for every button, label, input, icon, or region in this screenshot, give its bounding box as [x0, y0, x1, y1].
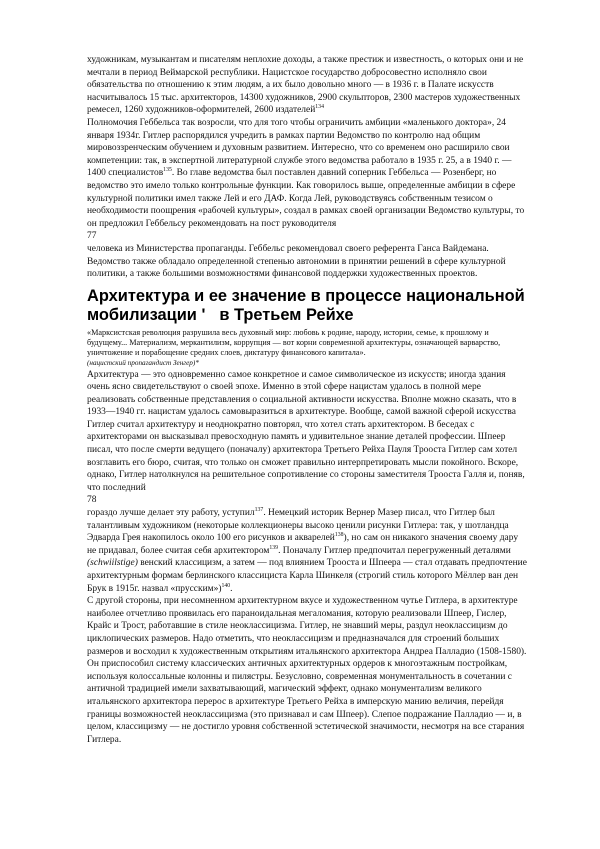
document-page [87, 54, 527, 746]
paragraph-art-chamber: художникам, музыкантам и писателям неплохие доходы, а также престиж и известность, о которых они и не мечтали в период Веймарской республики. Нацистское государство добросовестно исполняло свои обязательства по отношению к этим людям, а их было довольно много — в 1936 г. в Палате искусств насчитывалось 15 тыс. архитекторов, 14300 художников, 2900 скульпторов, 2300 мастеров художественных ремесел, 1260 художников-оформителей, 2600 издателей$^{134}$ [87, 55, 524, 116]
italic-term: (schwiilstige) [87, 558, 138, 569]
section-heading: Архитектура и ее значение в процессе национальной мобилизации ' в Третьем Рейхе [87, 286, 525, 324]
paragraph-architecture: Архитектура — это одновременно самое конкретное и самое символическое из искусств; иногда здания очень ясно свидетельствуют о своей эпохе. Именно в этой сфере нацистам удалось в полной мере реализовать собственные представления о социальной активности искусства. Вполне можно сказать, что в 1933—1940 гг. нацистам удалось самовыразиться в архитектуре. Вообще, самой важной сферой искусства Гитлер считал архитектуру и неоднократно повторял, что хотел стать архитектором. В беседах с архитекторами он высказывал превосходную память и удивительное знание деталей профессии. Шпеер писал, что после смерти ведущего (поначалу) архитектора Третьего Рейха Пауля Трооста Гитлер сам хотел возглавить его бюро, считая, что только он сможет правильно интерпретировать мысли покойного. Вскоре, однако, Гитлер натолкнулся на решительное сопротивление со стороны заместителя Трооста Галля и, поняв, что последний [87, 369, 525, 493]
footnote-ref[interactable]: 134 [315, 104, 324, 111]
paragraph-weidemann: человека из Министерства пропаганды. Геббельс рекомендовал своего референта Ганса Вайдемана. Ведомство также обладало определенной степенью автономии в принятии решений в сфере культурной политики, а также большими возможностями финансовой поддержки художественных проектов. [87, 243, 506, 280]
paragraph-neoclassicism: С другой стороны, при несомненном архитектурном вкусе и художественном чутье Гитлера, в архитектуре наиболее отчетливо проявилась его параноидальная мегаломания, которую реализовали Шпеер, Гислер, Крайс и Трост, работавшие в стиле неоклассицизма. Гитлер, не знавший меры, раздул неоклассицизм до циклопических размеров. Надо отметить, что неоклассицизм и предназначался для строений больших размеров и восходил к художественным открытиям итальянского архитектора Андреа Палладио (1508-1580). Он приспособил систему классических античных архитектурных ордеров к многоэтажным постройкам, используя колоссальные колонны и пилястры. Безусловно, современная монументальность в сочетании с античной традицией имели захватывающий, магический эффект, однако монументализм великого итальянского архитектора перерос в архитектуре Третьего Рейха в имперскую манию величия, перейдя границы возможностей неоклассицизма (это признавал и сам Шпеер). Слепое подражание Палладио — и, в целом, классицизму — не достигло уровня собственной эстетической значимости, несмотря на все старания Гитлера. [87, 596, 527, 745]
footnote-ref[interactable]: 137 [254, 507, 264, 514]
quote-source: (нацистский пропагандист Зенгер)* [87, 359, 199, 368]
footnote-ref[interactable]: 138 [334, 532, 344, 539]
page-number: 78 [87, 495, 97, 506]
paragraph-goebbels-powers: Полномочия Геббельса так возросли, что для того чтобы ограничить амбиции «маленького доктора», 24 января 1934г. Гитлер распорядился учредить в рамках партии Ведомство по контролю над общим мировоззренческим обучением и духовным развитием. Интересно, что со временем оно расширило свои компетенции: так, в экспертной литературной службе этого ведомства работало в 1935 г. 25, а в 1940 г. — 1400 специалистов$^{135}$. Во главе ведомства был поставлен давний соперник Геббельса — Розенберг, но ведомство это имело только контрольные функции. Как говорилось выше, определенные амбиции в сфере культурной политики имел также Лей и его ДАФ. Когда Лей, руководствуясь собственным тезисом о необходимости поощрения «рабочей культуры», создал в рамках своей организации Ведомство культуры, то он предложил Геббельсу рекомендовать на пост руководителя [87, 117, 525, 229]
footnote-ref[interactable]: 135 [163, 167, 172, 174]
footnote-ref[interactable]: 139 [269, 544, 279, 551]
page-number: 77 [87, 231, 97, 242]
footnote-ref[interactable]: 140 [221, 582, 231, 589]
epigraph-quote: «Марксистская революция разрушила весь духовный мир: любовь к родине, народу, истории, семье, к прошлому и будущему... Материализм, меркантилизм, коррупция — вот корни современной архитектуры, означающей варварство, уничтожение и порабощение средних слоев, диктатуру финансового капитала». (нацистский пропагандист Зенгер)* [87, 327, 501, 368]
paragraph-hitler-artist: гораздо лучше делает эту работу, уступил$^{137}$. Немецкий историк Вернер Мазер писал, что Гитлер был талантливым художником (некоторые коллекционеры высоко ценили рисунки Гитлера: так, у шотландца Эдварда Грея накопилось около 100 его рисунков и акварелей$^{138}$), но сам он никакого значения своему дару не придавал, более считая себя архитектором$^{139}$. Поначалу Гитлер предпочитал перегруженный деталями (schwiilstige) венский классицизм, а затем — под влиянием Трооста и Шпеера — стал отдавать предпочтение архитектурным формам берлинского классициста Карла Шинкеля (строгий стиль которого Мёллер ван ден Брук в 1915г. назвал «прусским»)$^{140}$. [87, 507, 527, 594]
